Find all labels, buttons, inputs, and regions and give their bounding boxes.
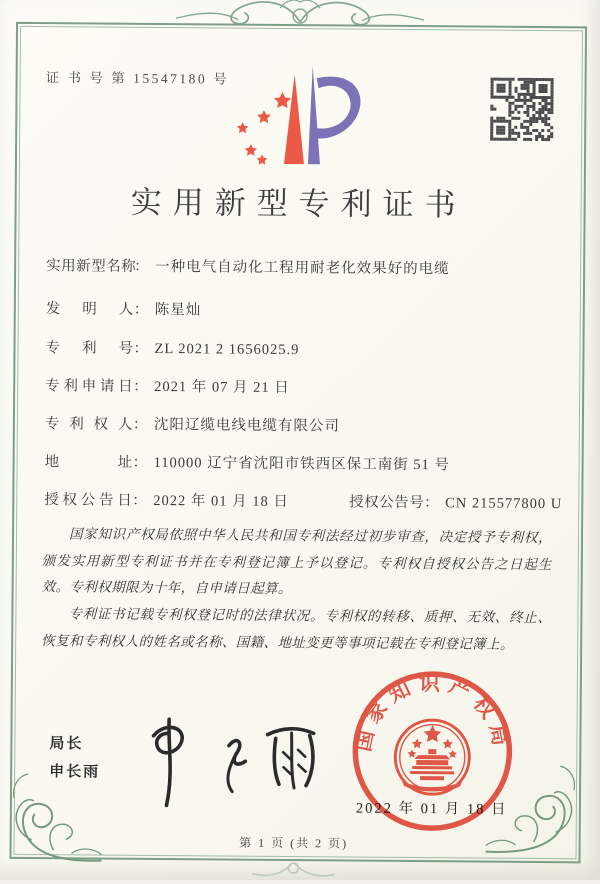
- field-colon: ：: [424, 495, 440, 512]
- field-grant-row: [44, 488, 562, 513]
- field-label: 地 址: [44, 454, 133, 471]
- seal-date: 2022 年 01 月 18 日: [355, 800, 508, 818]
- legal-text: [41, 521, 552, 659]
- certificate-number: 证 书 号 第 15547180 号: [45, 70, 230, 87]
- field-label: 实用新型名称: [46, 258, 137, 275]
- field-colon: ：: [133, 378, 149, 395]
- field-patentee: [45, 412, 340, 435]
- field-value: 110000 辽宁省沈阳市铁西区保工南街 51 号: [153, 454, 451, 474]
- legal-paragraph-2: 专利证书记载专利权登记时的法律状况。专利权的转移、质押、无效、终止、恢复和专利权人的姓名或名称、国籍、地址变更等事项记载在专利登记簿上。: [41, 606, 552, 652]
- field-value: 沈阳辽缆电线电缆有限公司: [153, 416, 340, 435]
- seal-text: 国家知识产权局: [350, 671, 515, 755]
- field-value: 陈星灿: [154, 301, 202, 319]
- field-colon: ：: [132, 454, 148, 471]
- field-address: [45, 450, 450, 474]
- director-name: 申长雨: [49, 763, 101, 781]
- director-signature-icon: [131, 707, 334, 812]
- grant-number-value: CN 215577800 U: [445, 495, 563, 513]
- field-colon: ：: [133, 340, 149, 357]
- grant-number-label: 授权公告号: [349, 494, 425, 512]
- bottom-ornament: [248, 860, 338, 883]
- field-utility-name: [46, 254, 450, 278]
- field-patent-number: [45, 336, 299, 359]
- field-label: 专利申请日: [45, 378, 134, 395]
- field-colon: ：: [132, 492, 148, 509]
- cnipa-red-seal-icon: [348, 667, 517, 836]
- grant-date-value: 2022 年 01 月 18 日: [153, 492, 289, 511]
- field-label: 专 利 权 人: [44, 416, 133, 433]
- field-application-date: [45, 374, 290, 397]
- field-colon: ：: [132, 416, 148, 433]
- field-label: 发 明 人: [45, 301, 134, 318]
- field-colon: ：: [133, 301, 149, 318]
- national-emblem: [395, 720, 470, 795]
- director-block: [49, 736, 100, 792]
- field-inventor: [46, 297, 202, 319]
- field-value: 一种电气自动化工程用耐老化效果好的电缆: [155, 258, 450, 278]
- grant-date-label: 授权公告日: [44, 492, 133, 509]
- field-value: ZL 2021 2 1656025.9: [154, 340, 300, 359]
- field-label: 专 利 号: [45, 340, 134, 357]
- certificate-title: 实用新型专利证书: [130, 184, 467, 223]
- cnipa-logo-icon: [232, 60, 367, 169]
- field-value: 2021 年 07 月 21 日: [154, 378, 290, 397]
- director-title: 局长: [49, 735, 84, 753]
- legal-paragraph-1: 国家知识产权局依照中华人民共和国专利法经过初步审查，决定授予专利权，颁发实用新型专利证书并在专利登记簿上予以登记。专利权自授权公告之日起生效。专利权期限为十年，自申请日起算。: [41, 526, 553, 597]
- field-colon: ：: [134, 258, 150, 275]
- page-number: 第 1 页 (共 2 页): [239, 835, 349, 851]
- qr-code: [490, 78, 553, 141]
